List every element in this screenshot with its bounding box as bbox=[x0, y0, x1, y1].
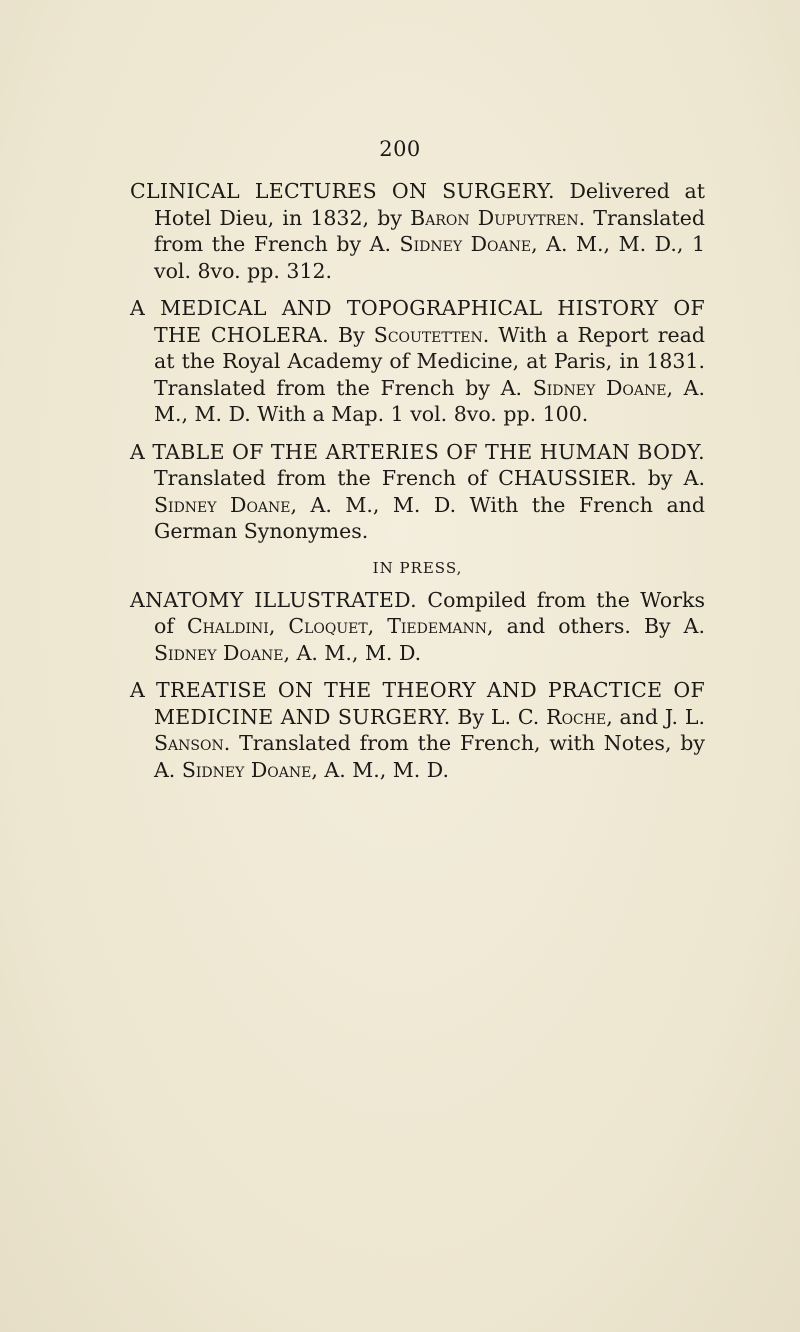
entry-heading: A TREATISE ON THE THEORY AND PRACTICE OF MEDICINE AND SURGERY. bbox=[130, 678, 705, 729]
entry-text: , A. M., M. D. bbox=[283, 640, 422, 665]
entry-text: By bbox=[328, 322, 374, 347]
translator-name: Sidney Doane bbox=[532, 375, 667, 400]
entry-cholera-history bbox=[130, 295, 705, 428]
translator-name: Sidney Doane bbox=[154, 640, 284, 665]
entry-text: and others. By A. bbox=[493, 614, 705, 638]
entry-heading: A MEDICAL AND TOPOGRAPHICAL HISTORY OF THE CHOLERA. bbox=[130, 296, 705, 347]
author-name: Scoutetten bbox=[373, 322, 483, 347]
entry-anatomy-illustrated bbox=[130, 587, 705, 667]
advertisement-list bbox=[130, 178, 705, 794]
author-names: Chaldini, Cloquet, Tiedemann, bbox=[186, 614, 494, 638]
entry-text: Translated from the French of CHAUSSIER. by A. bbox=[154, 466, 705, 490]
section-label-in-press: IN PRESS, bbox=[372, 558, 463, 577]
translator-name: Sidney Doane bbox=[154, 492, 291, 517]
entry-text: , A. M., M. D. bbox=[311, 757, 450, 782]
page-number: 200 bbox=[379, 137, 421, 161]
entry-text: , and J. L. bbox=[606, 704, 706, 729]
entry-text: Compiled from the Works of bbox=[154, 587, 706, 638]
entry-text: Delivered at Hotel Dieu, in 1832, by bbox=[154, 179, 705, 230]
entry-heading: CLINICAL LECTURES ON SURGERY. bbox=[130, 179, 555, 203]
entry-heading: ANATOMY ILLUSTRATED. bbox=[130, 587, 417, 612]
entry-text: , A. M., M. D. With a Map. 1 vol. 8vo. pp. 100. bbox=[154, 375, 705, 426]
entry-medicine-surgery-treatise bbox=[130, 677, 705, 783]
entry-clinical-lectures bbox=[130, 178, 705, 284]
entry-arteries-table bbox=[130, 439, 705, 545]
entry-text: . Translated from the French, with Notes, by A. bbox=[154, 731, 705, 782]
entry-heading: A TABLE OF THE ARTERIES OF THE HUMAN BODY. bbox=[130, 439, 705, 464]
entry-text: . Translated from the French by A. bbox=[154, 205, 705, 256]
entry-text: By L. C. bbox=[450, 704, 547, 729]
translator-name: Sidney Doane bbox=[181, 757, 312, 782]
author-name: Baron Dupuytren bbox=[410, 205, 579, 230]
author-name: Roche bbox=[546, 704, 607, 729]
entry-text: , A. M., M. D., 1 vol. 8vo. pp. 312. bbox=[154, 232, 705, 283]
translator-name: Sidney Doane bbox=[399, 232, 532, 256]
entry-text: , A. M., M. D. With the French and German Synonymes. bbox=[154, 492, 705, 543]
entry-text: . With a Report read at the Royal Academy of Medicine, at Paris, in 1831. Translated from the French by A. bbox=[154, 322, 705, 400]
author-name: Sanson bbox=[154, 731, 224, 755]
